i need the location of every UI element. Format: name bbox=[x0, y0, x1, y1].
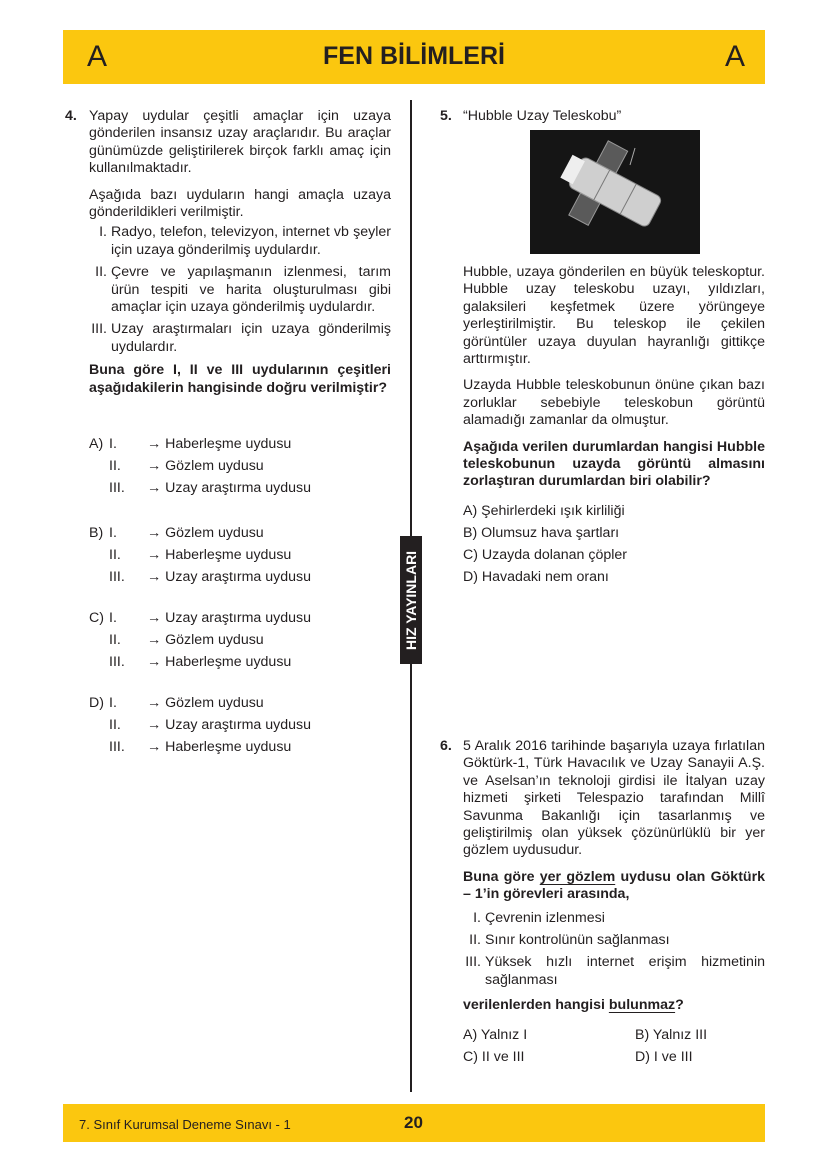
option-letter: B) bbox=[89, 525, 104, 541]
answer-option[interactable]: C) Uzayda dolanan çöpler bbox=[463, 546, 628, 563]
answer-option[interactable] bbox=[89, 436, 311, 502]
option-text: → Uzay araştırma uydusu bbox=[147, 480, 312, 496]
option-row bbox=[89, 547, 311, 569]
q6-question-underlined: bulunmaz bbox=[608, 997, 676, 1014]
page-header bbox=[63, 30, 765, 84]
roman-numeral: II. bbox=[109, 717, 121, 733]
answer-option[interactable]: D) Havadaki nem oranı bbox=[463, 568, 609, 585]
roman-numeral: I. bbox=[109, 610, 117, 626]
answer-option[interactable]: A) Şehirlerdeki ışık kirliliği bbox=[463, 502, 625, 519]
q4-question: Buna göre I, II ve III uydularının çeşitleri aşağıdakilerin hangisinde doğru verilmiştir? bbox=[89, 362, 391, 396]
q6-question-part: Buna göre bbox=[463, 868, 540, 885]
subject-title: FEN BİLİMLERİ bbox=[323, 42, 505, 70]
option-row bbox=[89, 569, 311, 591]
option-row bbox=[89, 480, 311, 502]
statement-item bbox=[463, 932, 765, 949]
option-row bbox=[89, 654, 311, 676]
option-row bbox=[89, 610, 311, 632]
roman-numeral: III. bbox=[91, 321, 107, 338]
question-5 bbox=[463, 264, 765, 591]
q6-question-part: verilenlerden hangisi bbox=[463, 997, 609, 1014]
option-letter bbox=[89, 569, 109, 591]
answer-option[interactable]: D) I ve III bbox=[635, 1048, 693, 1065]
booklet-type-right: A bbox=[724, 40, 745, 73]
roman-numeral: I. bbox=[109, 695, 117, 711]
q5-paragraph-2: Uzayda Hubble teleskobunun önüne çıkan bazı zorluklar sebebiyle teleskobun görüntü alamadığı zamanlar da olmuştur. bbox=[463, 377, 765, 429]
hubble-telescope-image bbox=[530, 130, 700, 254]
option-text: → Uzay araştırma uydusu bbox=[147, 569, 312, 585]
option-letter bbox=[89, 717, 109, 739]
roman-numeral: I. bbox=[99, 224, 107, 241]
option-row bbox=[89, 739, 311, 761]
option-letter: D) bbox=[89, 695, 104, 711]
roman-numeral: III. bbox=[109, 569, 125, 585]
option-text: → Haberleşme uydusu bbox=[147, 654, 292, 670]
option-text: → Haberleşme uydusu bbox=[147, 436, 292, 452]
answer-option[interactable] bbox=[89, 610, 311, 676]
answer-option[interactable]: B) Olumsuz hava şartları bbox=[463, 524, 620, 541]
option-text: → Gözlem uydusu bbox=[147, 695, 264, 711]
option-letter: A) bbox=[89, 436, 104, 452]
roman-numeral: I. bbox=[109, 525, 117, 541]
option-letter bbox=[89, 654, 109, 676]
page-footer bbox=[63, 1104, 765, 1142]
statement-text: Yüksek hızlı internet erişim hizmetinin sağlanması bbox=[485, 954, 765, 988]
q6-question-2 bbox=[463, 997, 765, 1014]
column-divider bbox=[410, 100, 412, 536]
statement-item bbox=[89, 321, 391, 356]
roman-numeral: II. bbox=[95, 264, 107, 281]
q6-question-underlined: yer gözlem bbox=[539, 868, 616, 885]
roman-numeral: II. bbox=[469, 932, 481, 949]
q5-question: Aşağıda verilen durumlardan hangisi Hubble teleskobunun uzayda görüntü almasını zorlaştıran durumlardan biri olabilir? bbox=[463, 438, 765, 490]
q6-question-part: ? bbox=[675, 997, 684, 1014]
question-6 bbox=[463, 738, 765, 1071]
q6-intro: 5 Aralık 2016 tarihinde başarıyla uzaya fırlatılan Göktürk-1, Türk Havacılık ve Uzay Sanayii A.Ş. ve Aselsan’ın teknoloji girdisi ile İtalyan uzay hizmeti şirketi Telespazio tarafından Millî Savunma Bakanlığı için tasarlanmış ve geliştirilmiş olan yüksek çözünürlüklü bir yer gözlem uydusudur. bbox=[463, 738, 765, 859]
booklet-type-left: A bbox=[87, 40, 108, 73]
option-text: → Gözlem uydusu bbox=[147, 458, 264, 474]
answer-option[interactable]: B) Yalnız III bbox=[635, 1026, 708, 1043]
publisher-logo: HIZ YAYINLARI bbox=[400, 536, 422, 664]
option-letter bbox=[89, 547, 109, 569]
statement-item bbox=[463, 910, 765, 927]
option-letter: C) bbox=[89, 610, 104, 626]
q5-title: “Hubble Uzay Teleskobu” bbox=[463, 108, 622, 124]
option-text: → Haberleşme uydusu bbox=[147, 547, 292, 563]
statement-item bbox=[463, 954, 765, 989]
statement-text: Çevre ve yapılaşmanın izlenmesi, tarım ürün tespiti ve harita oluşturulması gibi amaçlar için uzaya gönderilmiş uydulardır. bbox=[111, 264, 391, 316]
option-letter bbox=[89, 632, 109, 654]
statement-item bbox=[89, 224, 391, 259]
question-number: 6. bbox=[440, 738, 452, 754]
question-number: 4. bbox=[65, 108, 77, 124]
answer-option[interactable] bbox=[89, 695, 311, 761]
q6-question-part: uydusu olan Göktürk – 1’in görevleri arasında, bbox=[463, 868, 765, 903]
exam-name: 7. Sınıf Kurumsal Deneme Sınavı - 1 bbox=[79, 1117, 291, 1132]
column-divider bbox=[410, 664, 412, 1092]
roman-numeral: III. bbox=[109, 739, 125, 755]
q4-intro: Yapay uydular çeşitli amaçlar için uzaya gönderilen insansız uzay araçlarıdır. Bu araçlar günümüzde geliştirilerek birçok farklı amaç için kullanılmaktadır. bbox=[89, 108, 391, 177]
option-text: → Uzay araştırma uydusu bbox=[147, 610, 312, 626]
roman-numeral: II. bbox=[109, 458, 121, 474]
statement-item bbox=[89, 264, 391, 316]
roman-numeral: I. bbox=[473, 909, 481, 926]
q5-paragraph-1: Hubble, uzaya gönderilen en büyük teleskoptur. Hubble uzay teleskobu uzayı, yıldızları, galaksileri keşfetmek üzere yörüngeye yerleştirilmiştir. Bu teleskop ile çekilen görüntüler uzaya duyulan hayranlığı gittikçe arttırmıştır. bbox=[463, 264, 765, 368]
option-text: → Gözlem uydusu bbox=[147, 525, 264, 541]
roman-numeral: III. bbox=[109, 654, 125, 670]
option-row bbox=[89, 695, 311, 717]
question-4 bbox=[89, 108, 391, 406]
option-letter bbox=[89, 480, 109, 502]
roman-numeral: III. bbox=[109, 480, 125, 496]
option-text: → Gözlem uydusu bbox=[147, 632, 264, 648]
statement-text: Çevrenin izlenmesi bbox=[485, 909, 605, 926]
option-row bbox=[89, 632, 311, 654]
roman-numeral: I. bbox=[109, 436, 117, 452]
q4-intro2: Aşağıda bazı uyduların hangi amaçla uzaya gönderildikleri verilmiştir. bbox=[89, 186, 391, 221]
option-text: → Haberleşme uydusu bbox=[147, 739, 292, 755]
roman-numeral: II. bbox=[109, 547, 121, 563]
option-letter bbox=[89, 739, 109, 761]
statement-text: Uzay araştırmaları için uzaya gönderilmiş uydulardır. bbox=[111, 321, 391, 355]
option-row bbox=[89, 436, 311, 458]
option-row bbox=[89, 717, 311, 739]
statement-text: Sınır kontrolünün sağlanması bbox=[485, 932, 670, 949]
q6-question bbox=[463, 869, 765, 904]
answer-option[interactable] bbox=[89, 525, 311, 591]
option-letter bbox=[89, 458, 109, 480]
answer-option[interactable]: C) II ve III bbox=[463, 1048, 525, 1065]
roman-numeral: III. bbox=[465, 954, 481, 971]
page-number: 20 bbox=[404, 1113, 423, 1132]
option-row bbox=[89, 458, 311, 480]
statement-text: Radyo, telefon, televizyon, internet vb şeyler için uzaya gönderilmiş uydulardır. bbox=[111, 224, 391, 258]
option-text: → Uzay araştırma uydusu bbox=[147, 717, 312, 733]
answer-option[interactable]: A) Yalnız I bbox=[463, 1026, 528, 1043]
option-row bbox=[89, 525, 311, 547]
roman-numeral: II. bbox=[109, 632, 121, 648]
question-number: 5. bbox=[440, 108, 452, 124]
